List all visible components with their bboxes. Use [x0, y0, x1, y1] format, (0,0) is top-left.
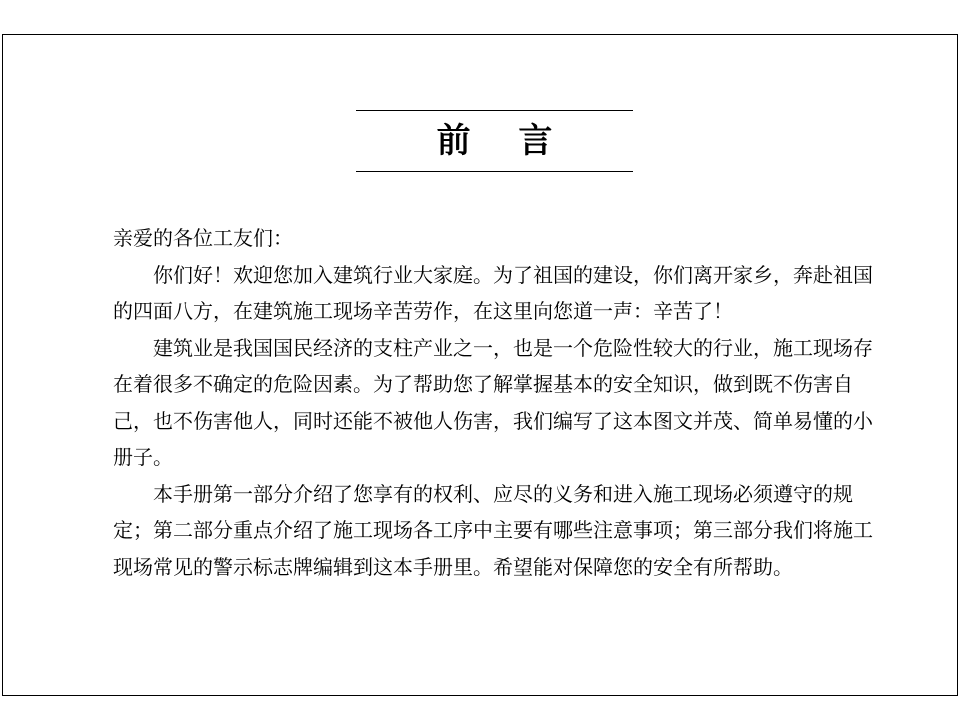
paragraph-welcome: 你们好！欢迎您加入建筑行业大家庭。为了祖国的建设，你们离开家乡，奔赴祖国的四面八方，在建筑施工现场辛苦劳作，在这里向您道一声：辛苦了！: [113, 262, 873, 323]
title-block: [356, 110, 633, 172]
page-title: 前 言: [436, 121, 571, 161]
paragraph-industry: 建筑业是我国国民经济的支柱产业之一，也是一个危险性较大的行业，施工现场存在着很多不确定的危险因素。为了帮助您了解掌握基本的安全知识，做到既不伤害自己，也不伤害他人，同时还能不被他人伤害，我们编写了这本图文并茂、简单易懂的小册子。: [113, 335, 873, 469]
greeting: 亲爱的各位工友们：: [113, 226, 293, 250]
preface-body: [113, 220, 875, 585]
paragraph-manual-contents: 本手册第一部分介绍了您享有的权利、应尽的义务和进入施工现场必须遵守的规定；第二部分重点介绍了施工现场各工序中主要有哪些注意事项；第三部分我们将施工现场常见的警示标志牌编辑到这本手册里。希望能对保障您的安全有所帮助。: [113, 481, 873, 579]
